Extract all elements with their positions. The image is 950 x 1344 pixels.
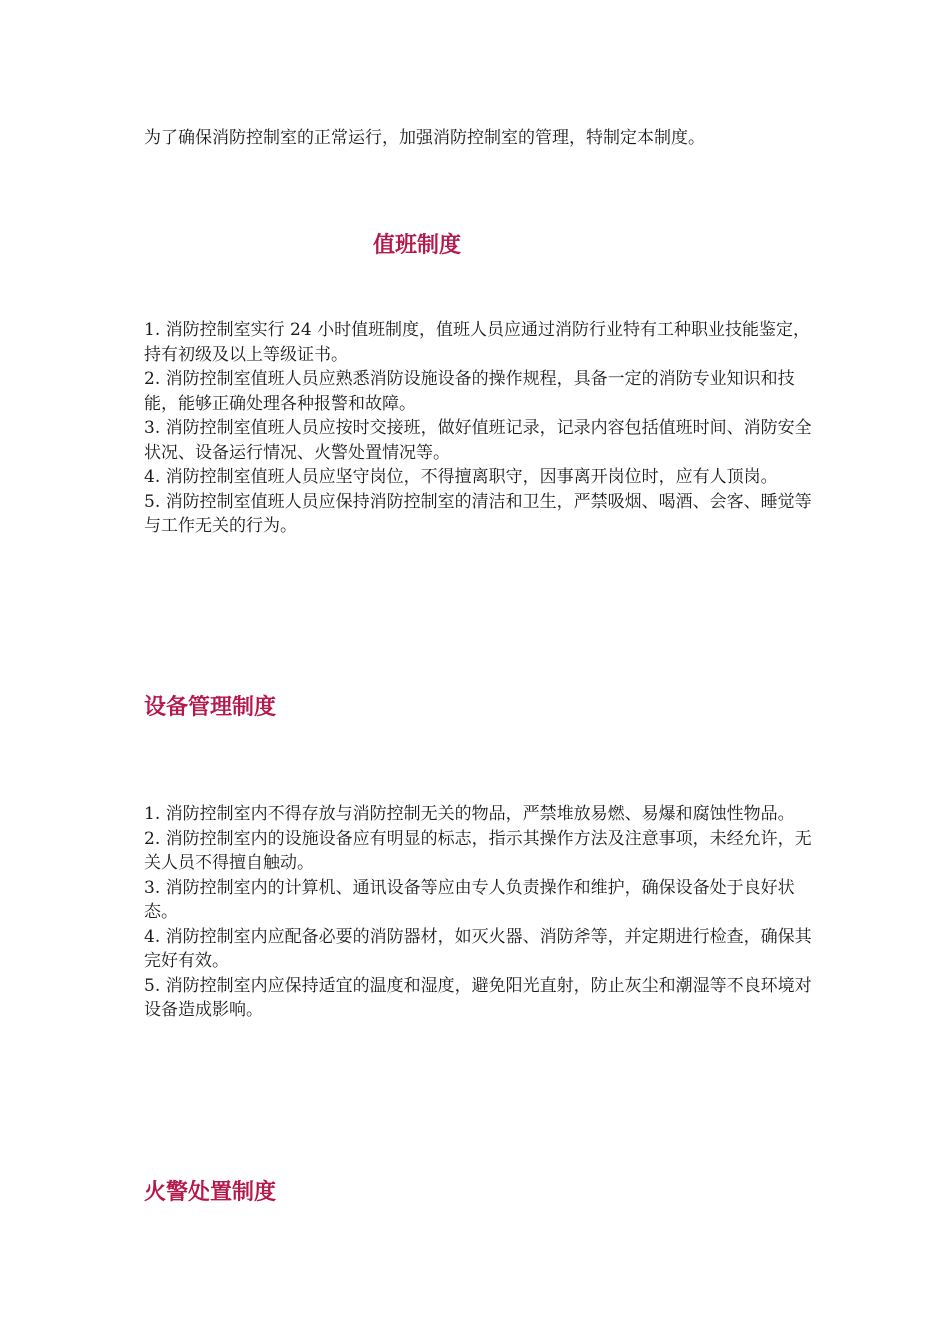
section-heading-equipment: 设备管理制度 bbox=[144, 695, 277, 720]
list-item: 2. 消防控制室内的设施设备应有明显的标志，指示其操作方法及注意事项，未经允许，无关人员不得擅自触动。 bbox=[144, 828, 812, 873]
list-item: 5. 消防控制室值班人员应保持消防控制室的清洁和卫生，严禁吸烟、喝酒、会客、睡觉等与工作无关的行为。 bbox=[144, 491, 812, 536]
equipment-rules-list bbox=[144, 802, 812, 1023]
list-item: 2. 消防控制室值班人员应熟悉消防设施设备的操作规程，具备一定的消防专业知识和技能，能够正确处理各种报警和故障。 bbox=[144, 369, 795, 414]
list-item: 1. 消防控制室实行 24 小时值班制度，值班人员应通过消防行业特有工种职业技能鉴定，持有初级及以上等级证书。 bbox=[144, 320, 811, 365]
intro-paragraph: 为了确保消防控制室的正常运行，加强消防控制室的管理，特制定本制度。 bbox=[144, 128, 705, 148]
list-item: 4. 消防控制室内应配备必要的消防器材，如灭火器、消防斧等，并定期进行检查，确保其完好有效。 bbox=[144, 926, 812, 971]
list-item: 1. 消防控制室内不得存放与消防控制无关的物品，严禁堆放易燃、易爆和腐蚀性物品。 bbox=[144, 804, 795, 824]
section-heading-fire-alarm: 火警处置制度 bbox=[144, 1180, 277, 1205]
duty-rules-list bbox=[144, 318, 812, 539]
list-item: 4. 消防控制室值班人员应坚守岗位，不得擅离职守，因事离开岗位时，应有人顶岗。 bbox=[144, 467, 778, 487]
list-item: 3. 消防控制室内的计算机、通讯设备等应由专人负责操作和维护，确保设备处于良好状态。 bbox=[144, 877, 795, 922]
list-item: 3. 消防控制室值班人员应按时交接班，做好值班记录，记录内容包括值班时间、消防安全状况、设备运行情况、火警处置情况等。 bbox=[144, 418, 812, 463]
section-heading-duty: 值班制度 bbox=[373, 233, 462, 258]
list-item: 5. 消防控制室内应保持适宜的温度和湿度，避免阳光直射，防止灰尘和潮湿等不良环境对设备造成影响。 bbox=[144, 975, 812, 1020]
